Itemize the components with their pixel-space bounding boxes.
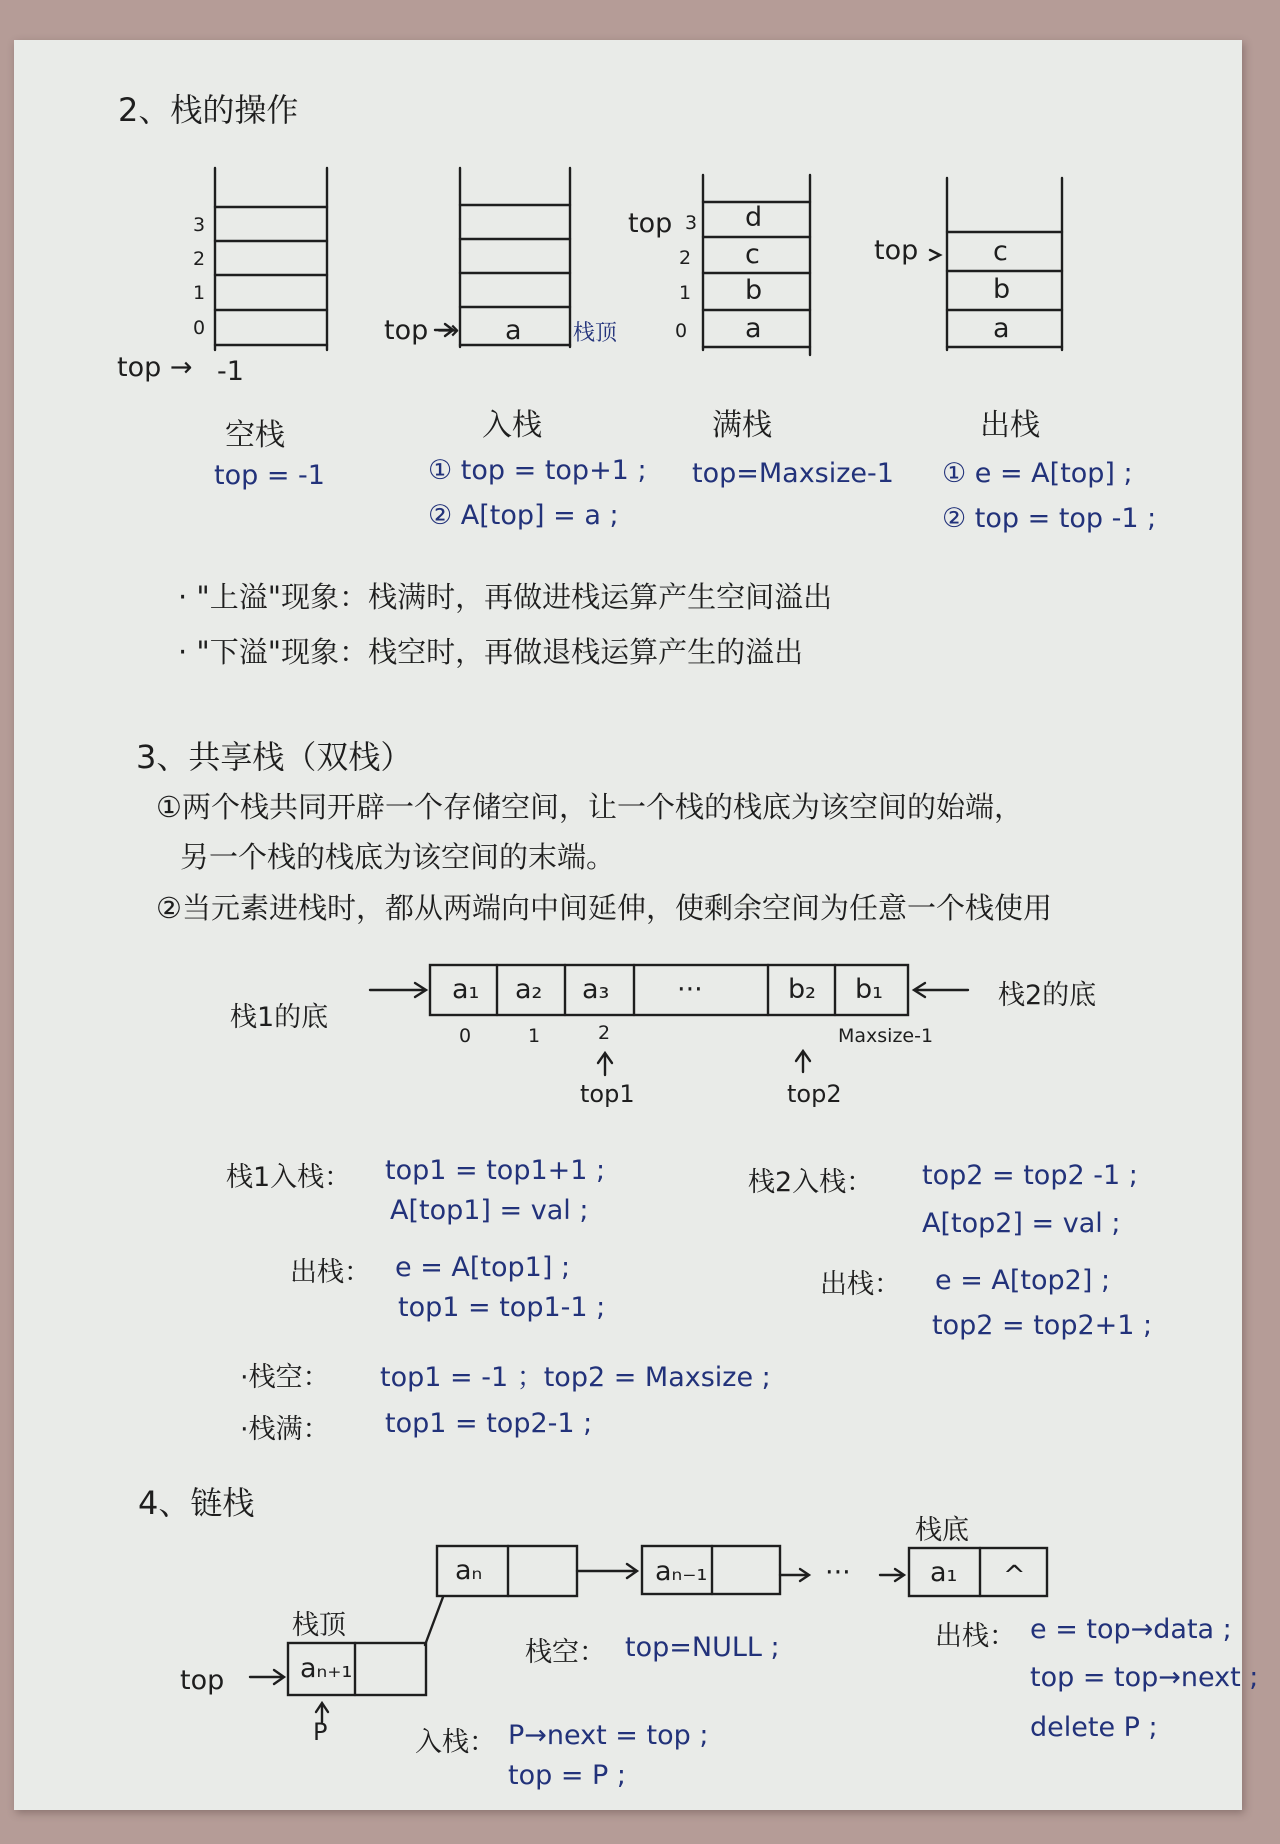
array-cell: ··· [677,974,703,1005]
push-step-1: ① top = top+1 ; [428,455,647,486]
push-step-2: ② A[top] = a ; [428,500,619,531]
array-cell: a₃ [582,974,610,1005]
stack1-push-step-1: top1 = top1+1 ; [385,1155,606,1186]
linked-pop-step-1: e = top→data ; [1030,1614,1232,1645]
index-label: 1 [679,282,692,304]
index-label: 3 [685,212,698,234]
linked-push-step-2: top = P ; [508,1760,626,1791]
list-ellipsis: ··· [825,1557,851,1588]
linked-push-step-1: P→next = top ; [508,1720,709,1751]
stack-empty-condition: top1 = -1 ；top2 = Maxsize ; [380,1362,771,1393]
linked-push-label: 入栈： [415,1727,496,1758]
stack2-bottom-label: 栈2的底 [998,980,1097,1011]
pop-step-2: ② top = top -1 ; [942,503,1157,534]
stack-top-label: 栈顶 [292,1610,346,1641]
array-index: 0 [459,1025,472,1047]
overflow-note: · "上溢"现象：栈满时，再做进栈运算产生空间溢出 [178,580,833,614]
array-index: 2 [598,1022,611,1044]
empty-top-pointer: top → [117,352,193,383]
pop-cell: b [993,274,1011,305]
full-top-pointer: top [628,208,673,239]
node-data: aₙ₋₁ [655,1556,708,1587]
underflow-note: · "下溢"现象：栈空时，再做退栈运算产生的溢出 [178,635,804,669]
full-cell: d [745,202,763,233]
stack2-push-label: 栈2入栈： [748,1167,874,1198]
array-index: Maxsize-1 [838,1025,934,1047]
array-cell: b₂ [788,974,816,1005]
full-formula: top=Maxsize-1 [692,458,894,489]
top2-pointer-label: top2 [787,1080,842,1108]
pop-cell: c [993,236,1008,267]
pop-step-1: ① e = A[top] ; [942,458,1133,489]
push-top-pointer: top → [384,315,460,346]
linked-pop-label: 出栈： [935,1621,1016,1652]
node-data: aₙ [455,1555,483,1586]
stack1-bottom-label: 栈1的底 [230,1002,329,1033]
top1-pointer-label: top1 [580,1080,635,1108]
pop-top-pointer: top [874,235,919,266]
stack2-push-step-2: A[top2] = val ; [922,1208,1121,1239]
push-cell-a: a [505,315,522,346]
linked-empty-condition: top=NULL ; [625,1632,780,1663]
section-4-heading: 4、链栈 [138,1484,255,1522]
index-label: 3 [193,214,206,236]
array-cell: a₁ [452,974,480,1005]
array-cell: a₂ [515,974,543,1005]
index-label: 2 [679,247,692,269]
index-label: 1 [193,282,206,304]
stack-full-condition: top1 = top2-1 ; [385,1408,593,1439]
shared-stack-point-2: ②当元素进栈时，都从两端向中间延伸，使剩余空间为任意一个栈使用 [156,891,1052,925]
stack2-pop-step-2: top2 = top2+1 ; [932,1310,1153,1341]
stack2-push-step-1: top2 = top2 -1 ; [922,1160,1138,1191]
section-2-heading: 2、栈的操作 [118,91,299,129]
array-index: 1 [528,1025,541,1047]
array-cell: b₁ [855,974,883,1005]
empty-stack-formula: top = -1 [214,460,325,491]
node-data: a₁ [930,1557,958,1588]
empty-top-value: -1 [217,356,244,387]
node-data: aₙ₊₁ [300,1653,353,1684]
pop-cell: a [993,313,1010,344]
full-cell: a [745,313,762,344]
stack1-pop-step-1: e = A[top1] ; [395,1252,571,1283]
stack2-pop-label: 出栈： [820,1269,901,1300]
full-cell: b [745,275,763,306]
push-top-label: 栈顶 [573,321,618,346]
linked-pop-step-3: delete P ; [1030,1712,1158,1743]
push-caption: 入栈 [482,408,542,443]
stack1-pop-label: 出栈： [290,1257,371,1288]
stack2-pop-step-1: e = A[top2] ; [935,1265,1111,1296]
stack1-push-step-2: A[top1] = val ; [390,1195,589,1226]
stack1-pop-step-2: top1 = top1-1 ; [398,1292,606,1323]
full-caption: 满栈 [712,408,772,443]
top-pointer-label: top [180,1665,225,1696]
linked-empty-label: 栈空： [525,1637,606,1668]
shared-stack-point-1: ①两个栈共同开辟一个存储空间，让一个栈的栈底为该空间的始端， [156,790,1023,824]
stack-bottom-label: 栈底 [915,1515,969,1546]
index-label: 2 [193,248,206,270]
section-3-heading: 3、共享栈（双栈） [136,738,413,776]
index-label: 0 [193,317,206,339]
stack1-push-label: 栈1入栈： [226,1162,352,1193]
empty-stack-diagram [215,168,327,350]
shared-stack-point-1-cont: 另一个栈的栈底为该空间的末端。 [180,840,616,874]
empty-stack-caption: 空栈 [225,418,285,453]
stack-empty-label: ·栈空： [240,1362,330,1393]
index-label: 0 [675,320,688,342]
full-cell: c [745,239,760,270]
linked-pop-step-2: top = top→next ; [1030,1662,1259,1693]
stack-full-label: ·栈满： [240,1414,330,1445]
pop-caption: 出栈 [980,408,1040,443]
null-pointer: ^ [1003,1560,1026,1591]
p-pointer-label: P [313,1718,328,1746]
